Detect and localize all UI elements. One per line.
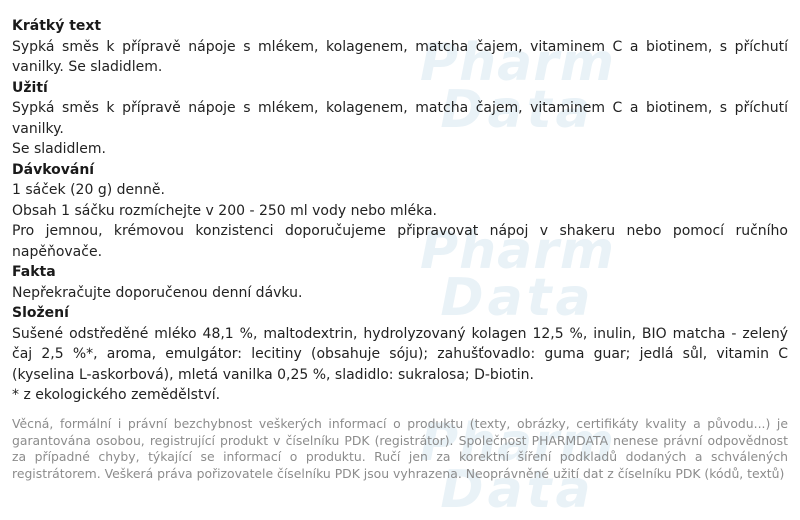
section-title: Dávkování [12, 161, 95, 178]
section-usage [12, 78, 788, 160]
section-paragraph: Pro jemnou, krémovou konzistenci doporučujeme připravovat nápoj v shakeru nebo pomocí ručního napěňovače. [12, 223, 788, 260]
section-short-text [12, 16, 788, 78]
section-paragraph: 1 sáček (20 g) denně. [12, 182, 165, 198]
section-title: Užití [12, 79, 48, 96]
section-paragraph: Sušené odstředěné mléko 48,1 %, maltodextrin, hydrolyzovaný kolagen 12,5 %, inulin, BIO matcha - zelený čaj 2,5 %*, aroma, emulgátor: lecitiny (obsahuje sóju); zahušťovadlo: guma guar; jedlá sůl, vitamin C (kyselina L-askorbová), mletá vanilka 0,25 %, sladidlo: sukralosa; D-biotin. [12, 325, 788, 383]
watermark-text: Pharm [420, 221, 616, 281]
section-facts [12, 262, 788, 303]
watermark-text: Data [440, 79, 595, 140]
section-paragraph: Sypká směs k přípravě nápoje s mlékem, kolagenem, matcha čajem, vitaminem C a biotinem, s příchutí vanilky. [12, 100, 788, 137]
section-title: Krátký text [12, 18, 102, 34]
section-composition [12, 303, 788, 406]
legal-disclaimer: Věcná, formální i právní bezchybnost veškerých informací o produktu (texty, obrázky, certifikáty kvality a původu...) je garantována osobou, registrující produkt v číselníku PDK (registrátor). Společnost PHARMDATA nenese právní odpovědnost za případné chyby, týkající se informací o produktu. Ručí jen za korektní šíření podkladů dodaných a schválených registrátorem. Veškerá práva pořizovatele číselníku PDK jsou vyhrazena. Neoprávněné užití dat z číselníku PDK (kódů, textů) [12, 416, 788, 482]
section-paragraph: Se sladidlem. [12, 141, 106, 157]
section-paragraph: Sypká směs k přípravě nápoje s mlékem, kolagenem, matcha čajem, vitaminem C a biotinem, s příchutí vanilky. Se sladidlem. [12, 38, 788, 75]
watermark-text: Data [440, 459, 595, 520]
section-paragraph: Nepřekračujte doporučenou denní dávku. [12, 284, 303, 301]
watermark-text: Data [440, 267, 595, 328]
section-title: Fakta [12, 264, 56, 280]
section-title: Složení [12, 305, 69, 321]
section-paragraph: Obsah 1 sáčku rozmíchejte v 200 - 250 ml vody nebo mléka. [12, 202, 437, 219]
section-paragraph: * z ekologického zemědělství. [12, 387, 221, 403]
section-dosage [12, 160, 788, 263]
watermark-text: Pharm [420, 413, 616, 473]
watermark-text: Pharm [420, 33, 616, 93]
